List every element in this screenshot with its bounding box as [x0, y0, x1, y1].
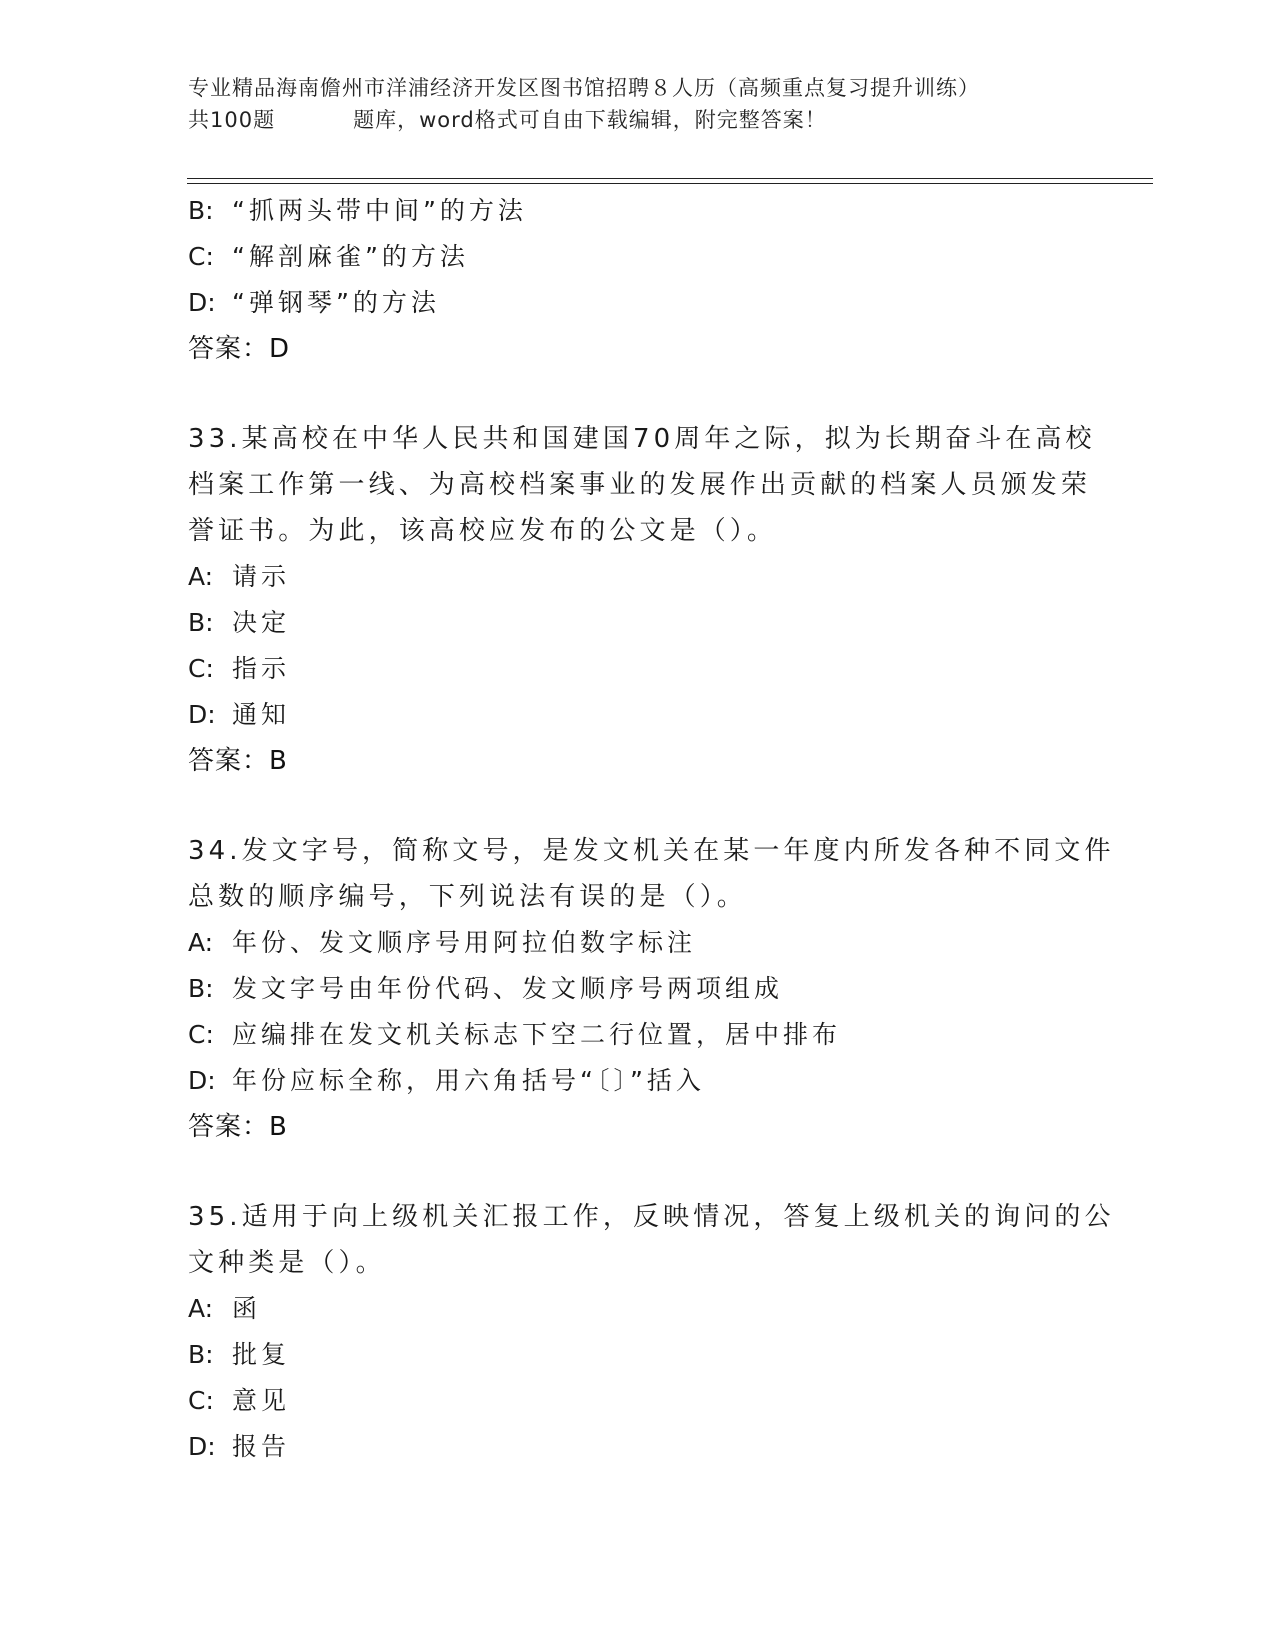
- question-line: 档案工作第一线、为高校档案事业的发展作出贡献的档案人员颁发荣: [188, 470, 1092, 500]
- option-d: [188, 692, 1088, 738]
- option-label: B:: [188, 1340, 214, 1369]
- prev-question-block: [188, 188, 1088, 372]
- option-text: 请示: [232, 562, 291, 591]
- question-text: [188, 828, 1115, 920]
- option-a: [188, 554, 1088, 600]
- answer-line: 答案：D: [188, 334, 291, 364]
- option-d: [188, 1424, 1088, 1470]
- question-line: 文种类是（）。: [188, 1248, 386, 1278]
- option-text: 指示: [232, 654, 291, 683]
- option-label: B:: [188, 974, 214, 1003]
- header-divider-bottom: [187, 183, 1153, 184]
- answer-line: 答案：B: [188, 746, 288, 776]
- option-label: A:: [188, 1294, 214, 1323]
- option-text: 年份、发文顺序号用阿拉伯数字标注: [232, 928, 697, 957]
- option-text: 应编排在发文机关标志下空二行位置，居中排布: [232, 1020, 842, 1049]
- option-b: [188, 188, 1088, 234]
- question-35-block: [188, 1194, 1115, 1470]
- option-c: [188, 1012, 1088, 1058]
- option-label: D:: [188, 700, 216, 729]
- option-b: [188, 600, 1088, 646]
- option-d: [188, 1058, 1088, 1104]
- option-b: [188, 1332, 1088, 1378]
- option-label: C:: [188, 654, 214, 683]
- option-text: 意见: [232, 1386, 291, 1415]
- header-description: 题库，word格式可自由下载编辑，附完整答案！: [353, 108, 827, 132]
- document-header: [188, 72, 1088, 136]
- option-text: 报告: [232, 1432, 291, 1461]
- option-label: C:: [188, 242, 214, 271]
- question-34-block: [188, 828, 1115, 1150]
- option-text: 年份应标全称，用六角括号“〔〕”括入: [232, 1066, 705, 1095]
- question-line: 总数的顺序编号，下列说法有误的是（）。: [188, 882, 747, 912]
- option-label: C:: [188, 1386, 214, 1415]
- header-title-line: 专业精品海南儋州市洋浦经济开发区图书馆招聘８人历（高频重点复习提升训练）: [188, 76, 980, 100]
- option-label: D:: [188, 1432, 216, 1461]
- document-body: [188, 188, 1115, 1470]
- option-label: B:: [188, 608, 214, 637]
- option-a: [188, 920, 1088, 966]
- option-label: A:: [188, 562, 214, 591]
- question-33-block: [188, 416, 1096, 784]
- option-b: [188, 966, 1088, 1012]
- option-label: A:: [188, 928, 214, 957]
- question-text: [188, 1194, 1115, 1286]
- option-label: B:: [188, 196, 214, 225]
- header-subtitle-line: [188, 104, 1088, 136]
- option-text: “弹钢琴”的方法: [232, 288, 440, 317]
- option-c: [188, 1378, 1088, 1424]
- option-a: [188, 1286, 1088, 1332]
- option-c: [188, 646, 1088, 692]
- option-text: 批复: [232, 1340, 291, 1369]
- option-text: “解剖麻雀”的方法: [232, 242, 469, 271]
- question-line: 35.适用于向上级机关汇报工作，反映情况，答复上级机关的询问的公: [188, 1202, 1115, 1232]
- option-label: D:: [188, 1066, 216, 1095]
- option-text: “抓两头带中间”的方法: [232, 196, 527, 225]
- question-line: 誉证书。为此，该高校应发布的公文是（）。: [188, 516, 778, 546]
- question-line: 33.某高校在中华人民共和国建国70周年之际，拟为长期奋斗在高校: [188, 424, 1096, 454]
- option-d: [188, 280, 1088, 326]
- option-label: C:: [188, 1020, 214, 1049]
- answer-line: 答案：B: [188, 1112, 288, 1142]
- option-c: [188, 234, 1088, 280]
- option-text: 决定: [232, 608, 291, 637]
- question-line: 34.发文字号，简称文号，是发文机关在某一年度内所发各种不同文件: [188, 836, 1115, 866]
- option-label: D:: [188, 288, 216, 317]
- header-divider-top: [187, 178, 1153, 179]
- option-text: 通知: [232, 700, 291, 729]
- header-question-count: 共100题: [188, 108, 276, 132]
- option-text: 函: [232, 1294, 262, 1323]
- option-text: 发文字号由年份代码、发文顺序号两项组成: [232, 974, 784, 1003]
- question-text: [188, 416, 1096, 554]
